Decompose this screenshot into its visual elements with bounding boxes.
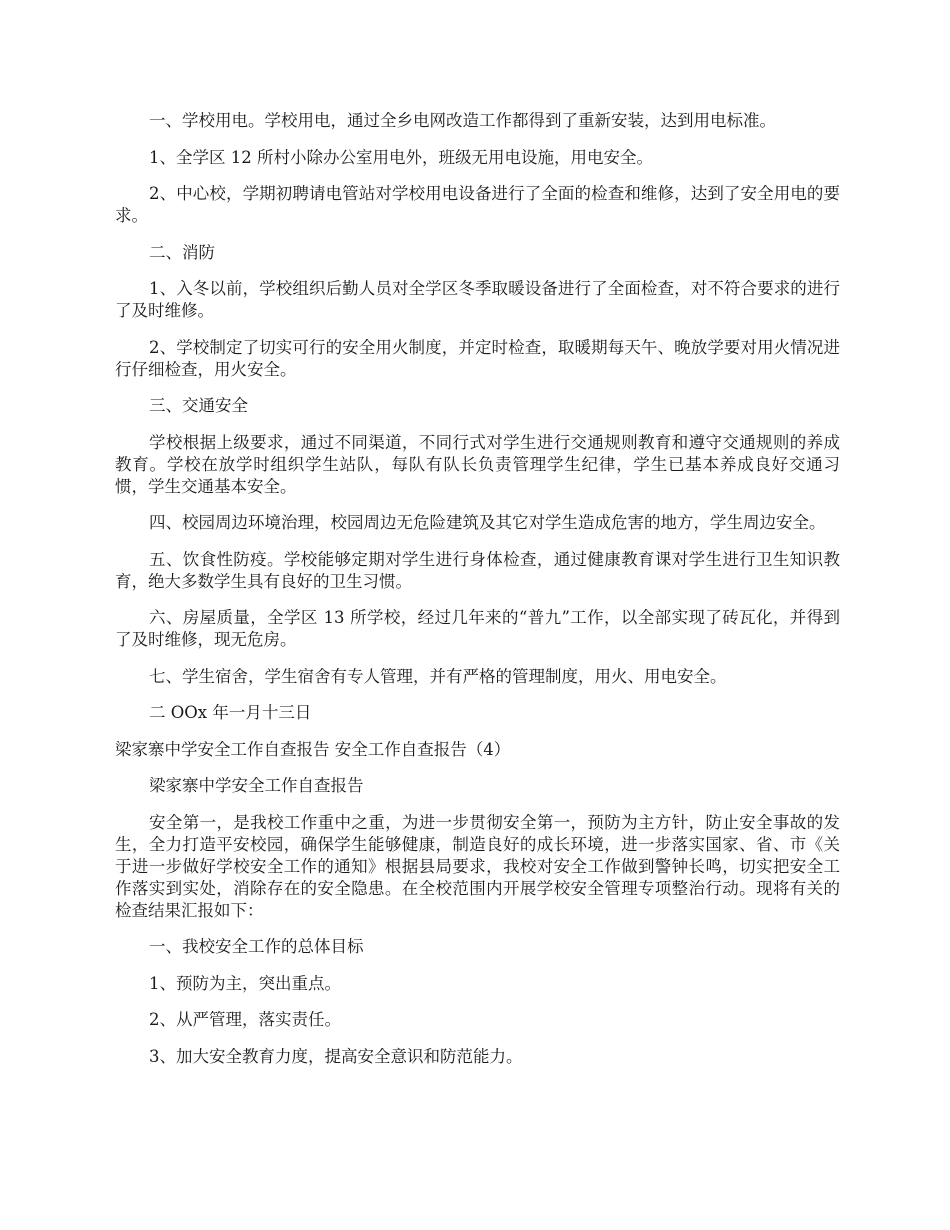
report-title: 梁家寨中学安全工作自查报告 [149,776,364,795]
paragraph-campus-environment: 四、校园周边环境治理，校园周边无危险建筑及其它对学生造成危害的地方，学生周边安全。 [149,513,826,532]
paragraph-building-quality: 六、房屋质量，全学区 13 所学校，经过几年来的“普九”工作，以全部实现了砖瓦化，并得到了及时维修，现无危房。 [115,608,840,649]
goal-item-1: 1、预防为主，突出重点。 [149,973,341,993]
heading-overall-goals: 一、我校安全工作的总体目标 [149,937,364,956]
paragraph-food-epidemic: 五、饮食性防疫。学校能够定期对学生进行身体检查，通过健康教育课对学生进行卫生知识教育，绝大多数学生具有良好的卫生习惯。 [115,549,840,591]
paragraph-electricity-item-1: 1、全学区 12 所村小除办公室用电外，班级无用电设施，用电安全。 [149,147,653,167]
heading-fire-protection: 二、消防 [149,242,215,262]
paragraph-electricity-item-2: 2、中心校，学期初聘请电管站对学校用电设备进行了全面的检查和维修，达到了安全用电的要求。 [115,184,840,225]
paragraph-report-intro: 安全第一，是我校工作重中之重，为进一步贯彻安全第一，预防为主方针，防止安全事故的发生，全力打造平安校园，确保学生能够健康，制造良好的成长环境，进一步落实国家、省、市《关于进一步做好学校安全工作的通知》根据县局要求，我校对安全工作做到警钟长鸣，切实把安全工作落实到实处，消除存在的安全隐患。在全校范围内开展学校安全管理专项整治行动。现将有关的检查结果汇报如下： [115,812,840,920]
paragraph-fire-item-1: 1、入冬以前，学校组织后勤人员对全学区冬季取暖设备进行了全面检查，对不符合要求的进行了及时维修。 [115,279,840,320]
goal-item-2: 2、从严管理，落实责任。 [149,1010,341,1029]
paragraph-fire-item-2: 2、学校制定了切实可行的安全用火制度，并定时检查，取暖期每天午、晚放学要对用火情况进行仔细检查，用火安全。 [115,337,840,379]
heading-traffic-safety: 三、交通安全 [149,396,248,415]
paragraph-traffic-safety: 学校根据上级要求，通过不同渠道，不同行式对学生进行交通规则教育和遵守交通规则的养成教育。学校在放学时组织学生站队，每队有队长负责管理学生纪律，学生已基本养成良好交通习惯，学生交通基本安全。 [115,432,840,496]
document-page [115,110,840,1082]
date-line: 二 OOx 年一月十三日 [149,703,312,722]
paragraph-dormitory: 七、学生宿舍，学生宿舍有专人管理，并有严格的管理制度，用火、用电安全。 [149,666,727,686]
report-section-title: 梁家寨中学安全工作自查报告 安全工作自查报告（4） [115,739,511,759]
paragraph-electricity: 一、学校用电。学校用电，通过全乡电网改造工作都得到了重新安装，达到用电标准。 [149,111,776,130]
goal-item-3: 3、加大安全教育力度，提高安全意识和防范能力。 [149,1046,523,1066]
